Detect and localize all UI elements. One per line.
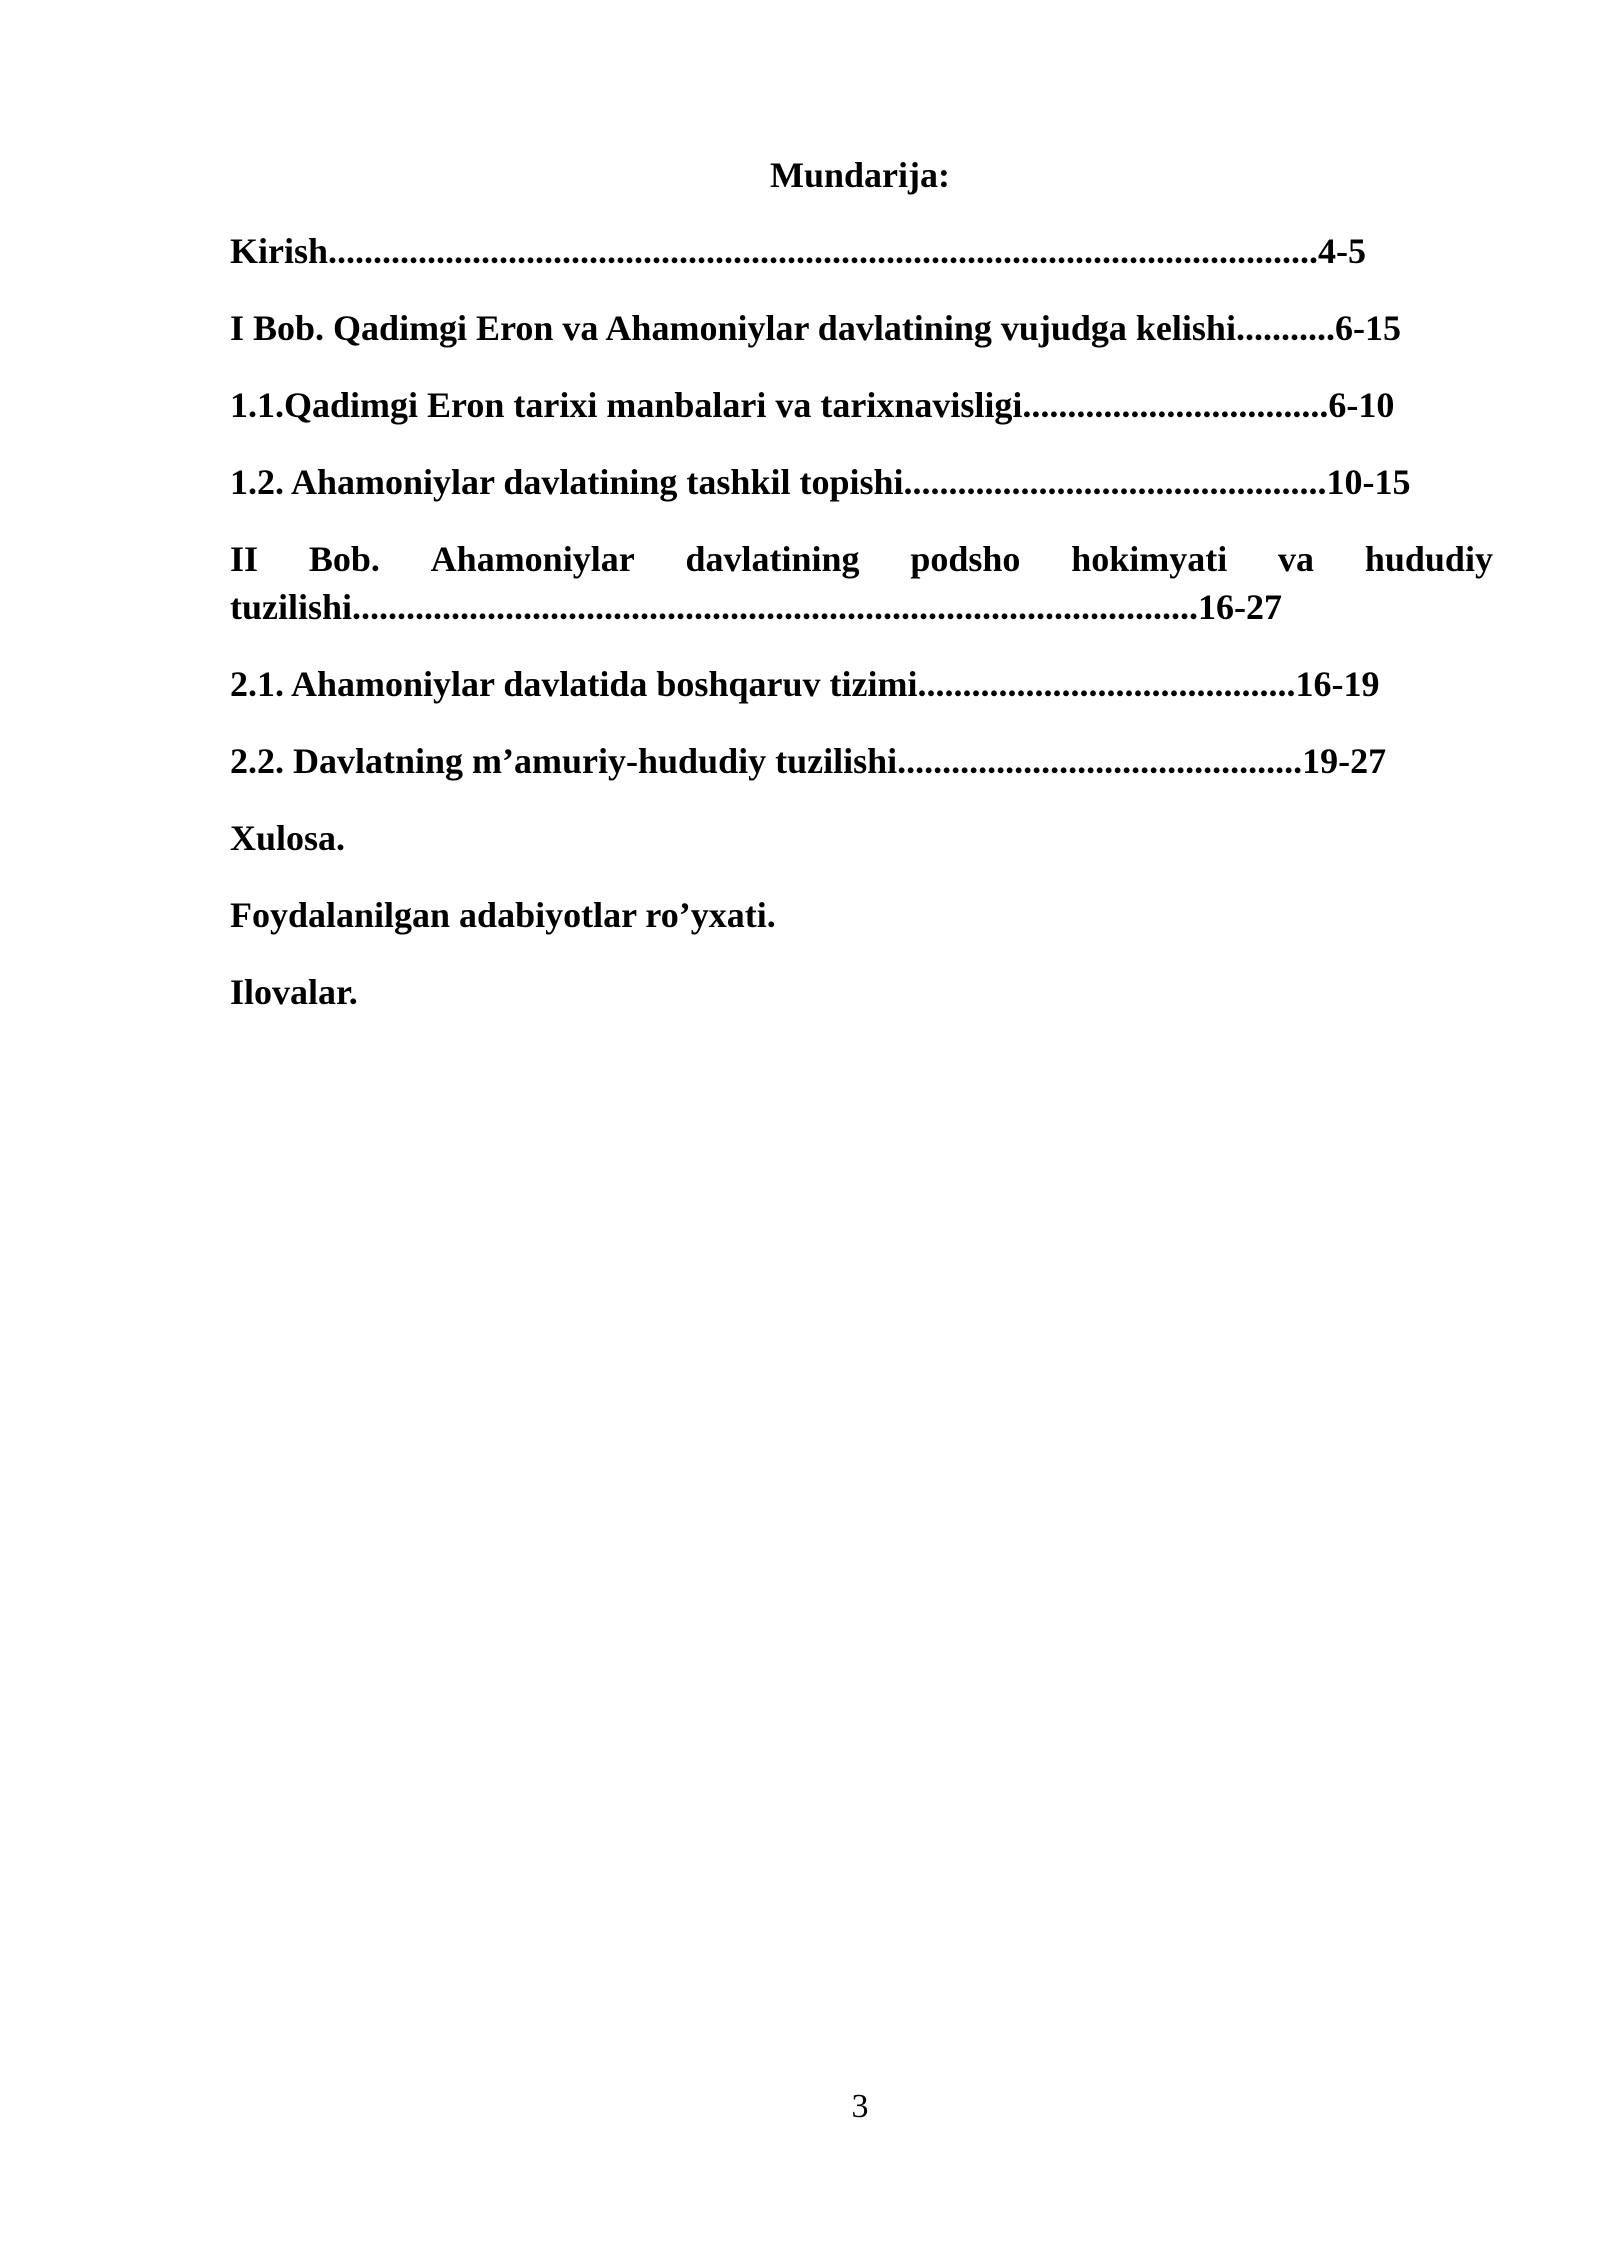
toc-word: va <box>1278 539 1315 579</box>
toc-entry-label: 1.1.Qadimgi Eron tarixi manbalari va tarixnavisligi <box>230 385 1023 425</box>
toc-entry-section-2-2 <box>230 737 1493 785</box>
toc-entry-chapter-2 <box>230 535 1493 631</box>
toc-entry-section-1-1 <box>230 381 1493 429</box>
page-number: 3 <box>851 2088 869 2125</box>
toc-entry-leader: .......................................... <box>917 664 1296 704</box>
toc-word: Bob. <box>308 539 380 579</box>
toc-entry-chapter-1 <box>230 304 1493 352</box>
toc-entry-kirish <box>230 227 1493 275</box>
toc-entry-continuation <box>230 583 1493 631</box>
toc-entry-label: 2.2. Davlatning m’amuriy-hududiy tuzilishi <box>230 741 898 781</box>
toc-entry-appendices: Ilovalar. <box>230 972 358 1012</box>
toc-entry-leader: ........... <box>1235 308 1335 348</box>
toc-entry-pages: 16-27 <box>1198 587 1283 627</box>
toc-entry-section-2-1 <box>230 660 1493 708</box>
toc-entry-label: 2.1. Ahamoniylar davlatida boshqaruv tizimi <box>230 664 918 704</box>
toc-entry-label: I Bob. Qadimgi Eron va Ahamoniylar davlatining vujudga kelishi <box>230 308 1236 348</box>
toc-word: hududiy <box>1364 539 1493 579</box>
toc-entry-pages: 4-5 <box>1318 231 1367 271</box>
toc-entry-bibliography: Foydalanilgan adabiyotlar ro’yxati. <box>230 895 776 935</box>
toc-entry-leader: ............................................... <box>903 462 1327 502</box>
toc-word: Ahamoniylar <box>430 539 635 579</box>
toc-entry-leader: .................................. <box>1022 385 1329 425</box>
toc-entry-conclusion: Xulosa. <box>230 818 346 858</box>
toc-entry-leader: .............................................................................................. <box>352 587 1199 627</box>
toc-entry-section-1-2 <box>230 458 1493 506</box>
toc-entry-leader: ............................................. <box>897 741 1303 781</box>
toc-entry-leader: .............................................................................................................. <box>328 231 1319 271</box>
table-of-contents <box>230 227 1493 1045</box>
toc-entry-pages: 6-10 <box>1328 385 1395 425</box>
toc-word: hokimyati <box>1071 539 1228 579</box>
toc-entry-pages: 10-15 <box>1326 462 1411 502</box>
toc-entry-label: tuzilishi <box>230 587 353 627</box>
toc-entry-pages: 6-15 <box>1334 308 1401 348</box>
toc-entry-label: Kirish <box>230 231 329 271</box>
toc-word: davlatining <box>685 539 860 579</box>
toc-entry-pages: 16-19 <box>1295 664 1380 704</box>
toc-entry-pages: 19-27 <box>1302 741 1387 781</box>
toc-title: Mundarija: <box>770 155 950 195</box>
toc-word: II <box>230 539 259 579</box>
toc-word: podsho <box>910 539 1021 579</box>
toc-entry-justified-row <box>230 535 1493 583</box>
toc-entry-label: 1.2. Ahamoniylar davlatining tashkil topishi <box>230 462 904 502</box>
